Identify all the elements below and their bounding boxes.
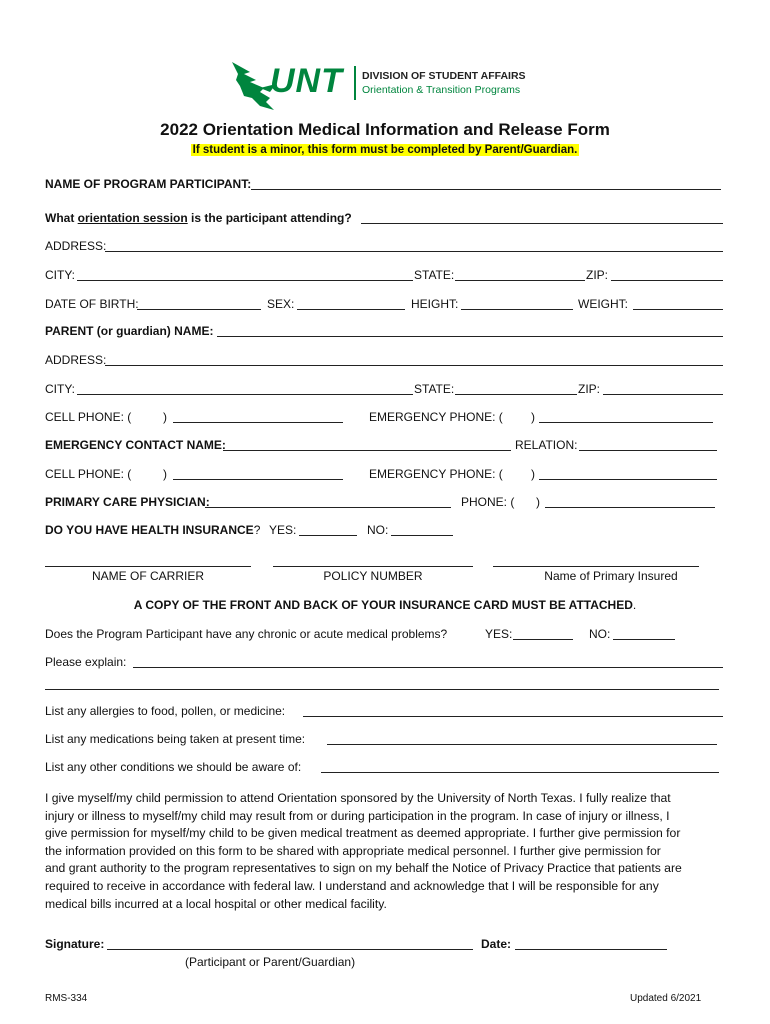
emergency-phone-label: EMERGENCY PHONE: ( xyxy=(369,410,503,424)
city-field[interactable] xyxy=(77,280,413,281)
release-statement xyxy=(45,790,725,913)
explain-row xyxy=(45,655,725,671)
zip2-label: ZIP: xyxy=(578,382,601,396)
participant-name-field[interactable] xyxy=(251,189,721,190)
emergency-phone2-field[interactable] xyxy=(539,479,717,480)
chronic-yes-label: YES: xyxy=(485,627,513,641)
minor-notice-text: If student is a minor, this form must be completed by Parent/Guardian. xyxy=(192,144,578,156)
address2-row xyxy=(45,353,725,369)
cell-phone2-field[interactable] xyxy=(173,479,343,480)
signature-label: Signature: xyxy=(45,937,105,951)
emergency-phone2-paren: ) xyxy=(531,467,535,481)
city-label: CITY: xyxy=(45,268,76,282)
sex-field[interactable] xyxy=(297,309,405,310)
insurance-row xyxy=(45,523,725,539)
explain-field-2[interactable] xyxy=(45,689,719,690)
zip-label: ZIP: xyxy=(586,268,609,282)
insurance-policy-field[interactable] xyxy=(273,566,473,567)
address2-field[interactable] xyxy=(105,365,723,366)
medications-field[interactable] xyxy=(327,744,717,745)
insurance-card-notice-period: . xyxy=(632,598,637,612)
chronic-no-field[interactable] xyxy=(613,639,675,640)
date-field[interactable] xyxy=(515,949,667,950)
session-label-link: orientation session xyxy=(77,211,188,225)
insurance-yes-label: YES: xyxy=(269,523,297,537)
insurance-no-field[interactable] xyxy=(391,535,453,536)
release-line: I give myself/my child permission to attend Orientation sponsored by the University of North Texas. I fully realize that xyxy=(45,791,671,805)
weight-field[interactable] xyxy=(633,309,723,310)
cell-phone2-row xyxy=(45,467,725,483)
session-row xyxy=(45,211,725,227)
form-code: RMS-334 xyxy=(45,993,88,1004)
parent-name-row xyxy=(45,324,725,340)
other-conditions-label: List any other conditions we should be aware of: xyxy=(45,760,302,774)
city2-field[interactable] xyxy=(77,394,413,395)
session-label-suffix: is the participant attending? xyxy=(187,211,352,225)
insurance-carrier-caption: NAME OF CARRIER xyxy=(91,569,204,583)
release-line: medical bills incurred at a local hospital or other medical facility. xyxy=(45,896,387,911)
insurance-policy-caption: POLICY NUMBER xyxy=(323,569,423,583)
physician-row xyxy=(45,495,725,511)
division-name: DIVISION OF STUDENT AFFAIRS xyxy=(362,70,526,82)
cell-phone-label: CELL PHONE: ( xyxy=(45,410,132,424)
height-field[interactable] xyxy=(461,309,573,310)
subdivision-name: Orientation & Transition Programs xyxy=(362,84,521,96)
minor-notice xyxy=(0,142,770,156)
chronic-yes-field[interactable] xyxy=(513,639,573,640)
unt-logo xyxy=(230,58,540,114)
cell-phone-paren: ) xyxy=(163,410,167,424)
session-label-prefix: What xyxy=(45,211,78,225)
form-title: 2022 Orientation Medical Information and Release Form xyxy=(160,120,610,139)
insurance-carrier-field[interactable] xyxy=(45,566,251,567)
sex-label: SEX: xyxy=(267,297,295,311)
signature-field[interactable] xyxy=(107,949,473,950)
physician-phone-paren: ) xyxy=(536,495,540,509)
cell-phone2-label: CELL PHONE: ( xyxy=(45,467,132,481)
cell-phone2-paren: ) xyxy=(163,467,167,481)
insurance-insured-caption: Name of Primary Insured xyxy=(544,569,678,583)
signature-row xyxy=(45,937,725,953)
state2-field[interactable] xyxy=(455,394,577,395)
insurance-question xyxy=(45,523,260,537)
state-label: STATE: xyxy=(414,268,455,282)
address-row xyxy=(45,239,725,255)
insurance-question-text: DO YOU HAVE HEALTH INSURANCE xyxy=(45,523,254,537)
emergency-contact-field[interactable] xyxy=(223,450,511,451)
dob-row xyxy=(45,297,725,313)
release-line: injury or illness to myself/my child may result from or during participation in the program. In case of injury or illness, I xyxy=(45,808,670,823)
dob-label: DATE OF BIRTH: xyxy=(45,297,139,311)
session-field[interactable] xyxy=(361,223,723,224)
state2-label: STATE: xyxy=(414,382,455,396)
state-field[interactable] xyxy=(455,280,585,281)
session-label xyxy=(45,211,352,225)
physician-phone-field[interactable] xyxy=(545,507,715,508)
height-label: HEIGHT: xyxy=(411,297,459,311)
emergency-phone-field[interactable] xyxy=(539,422,713,423)
parent-name-field[interactable] xyxy=(217,336,723,337)
weight-label: WEIGHT: xyxy=(578,297,628,311)
chronic-no-label: NO: xyxy=(589,627,611,641)
other-conditions-row xyxy=(45,760,725,776)
dob-field[interactable] xyxy=(137,309,261,310)
updated-date: Updated 6/2021 xyxy=(630,993,702,1004)
insurance-card-notice xyxy=(0,598,770,612)
emergency-contact-row xyxy=(45,438,725,454)
release-line: and grant authority to the program representatives to sign on my behalf the Notice of Privacy Practice that patients are xyxy=(45,861,682,876)
cell-phone-field[interactable] xyxy=(173,422,343,423)
allergies-field[interactable] xyxy=(303,716,723,717)
address2-label: ADDRESS: xyxy=(45,353,107,367)
zip-field[interactable] xyxy=(611,280,723,281)
date-label: Date: xyxy=(481,937,512,951)
release-line: give permission for myself/my child to be given medical treatment as deemed appropriate. I further give permission for xyxy=(45,826,681,841)
explain-label: Please explain: xyxy=(45,655,127,669)
medications-label: List any medications being taken at present time: xyxy=(45,732,306,746)
emergency-phone2-label: EMERGENCY PHONE: ( xyxy=(369,467,503,481)
insurance-insured-field[interactable] xyxy=(493,566,699,567)
insurance-card-notice-text: A COPY OF THE FRONT AND BACK OF YOUR INSURANCE CARD MUST BE ATTACHED xyxy=(133,598,633,612)
explain-field[interactable] xyxy=(133,667,723,668)
parent-name-label: PARENT (or guardian) NAME: xyxy=(45,324,214,338)
address-field[interactable] xyxy=(105,251,723,252)
participant-name-label: NAME OF PROGRAM PARTICIPANT: xyxy=(45,177,252,191)
physician-field[interactable] xyxy=(205,507,451,508)
logo-divider xyxy=(354,66,356,100)
participant-name-row xyxy=(45,177,725,193)
city2-row xyxy=(45,382,725,398)
chronic-question: Does the Program Participant have any chronic or acute medical problems? xyxy=(45,627,448,641)
release-line: the information provided on this form to be shared with appropriate medical personnel. I further give permission for xyxy=(45,843,661,858)
signature-note: (Participant or Parent/Guardian) xyxy=(185,955,356,969)
relation-field[interactable] xyxy=(579,450,717,451)
emergency-phone-paren: ) xyxy=(531,410,535,424)
medications-row xyxy=(45,732,725,748)
address-label: ADDRESS: xyxy=(45,239,107,253)
allergies-row xyxy=(45,704,725,720)
insurance-question-mark: ? xyxy=(253,523,261,537)
city2-label: CITY: xyxy=(45,382,76,396)
logo-unt-text: UNT xyxy=(270,62,343,100)
insurance-yes-field[interactable] xyxy=(299,535,357,536)
city-row xyxy=(45,268,725,284)
other-conditions-field[interactable] xyxy=(321,772,719,773)
insurance-no-label: NO: xyxy=(367,523,389,537)
cell-phone-row xyxy=(45,410,725,426)
allergies-label: List any allergies to food, pollen, or medicine: xyxy=(45,704,286,718)
release-line: required to receive in accordance with federal law. I understand and acknowledge that I will be responsible for any xyxy=(45,878,659,893)
relation-label: RELATION: xyxy=(515,438,578,452)
zip2-field[interactable] xyxy=(603,394,723,395)
emergency-contact-label: EMERGENCY CONTACT NAME: xyxy=(45,438,226,452)
physician-phone-label: PHONE: ( xyxy=(461,495,515,509)
chronic-row xyxy=(45,627,725,643)
physician-label: PRIMARY CARE PHYSICIAN: xyxy=(45,495,210,509)
